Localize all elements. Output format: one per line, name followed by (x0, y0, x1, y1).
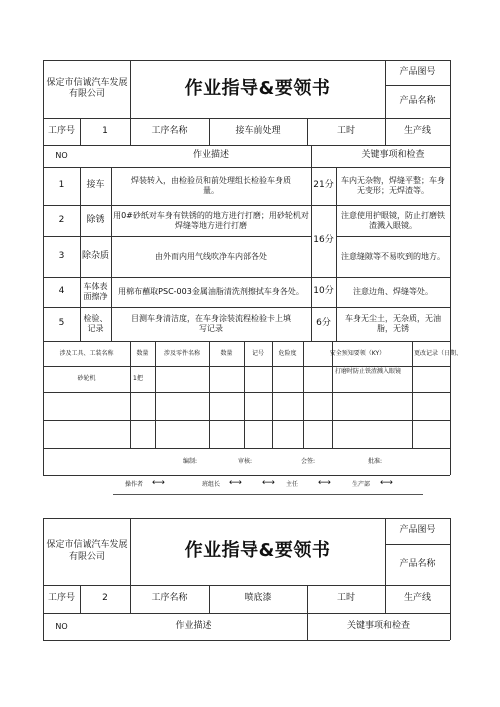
flow-team-leader: 班组长 (201, 481, 220, 489)
step-key: 注意使用护眼镜，防止打磨铁渣溅入眼镜。 (341, 210, 445, 230)
change-record-header: 更改记录（日期、 (414, 349, 463, 357)
process-no-label: 工序号 (47, 593, 75, 604)
step-time: 6分 (316, 318, 331, 329)
draft-label: 编制: (182, 457, 198, 465)
company-name: 保定市信诚汽车发展有限公司 (46, 540, 128, 562)
step-key: 注意缝隙等不易吹到的地方。 (341, 251, 445, 261)
line-label: 生产线 (403, 593, 431, 604)
col-key-header: 关键事项和检查 (346, 620, 410, 631)
col-key-header: 关键事项和检查 (361, 150, 425, 161)
flow-arrow-icon: ⟷ (318, 478, 331, 488)
process-name-label: 工序名称 (151, 593, 188, 604)
step-key: 车内无杂物，焊缝平整；车身无变形；无焊渣等。 (341, 176, 445, 195)
step-no: 2 (58, 214, 65, 225)
tool-name: 砂轮机 (77, 375, 96, 383)
document-title: 作业指导&要领书 (184, 540, 331, 562)
work-hours-label: 工时 (336, 125, 355, 136)
step-name: 车体表面擦净 (83, 282, 108, 301)
step-desc: 目测车身清洁度，在车身涂装流程检验卡上填写记录 (131, 314, 291, 333)
document-title: 作业指导&要领书 (184, 77, 331, 99)
step-time: 10分 (313, 286, 334, 297)
process-no: 2 (102, 593, 108, 604)
step-name: 检验、记录 (83, 314, 108, 333)
product-name-label: 产品名称 (399, 95, 436, 106)
parts-qty-header: 数量 (220, 349, 233, 357)
review-label: 审核: (237, 457, 253, 465)
step-key: 车身无尘土，无杂质，无油脂，无锈 (345, 314, 441, 333)
work-hours-label: 工时 (336, 593, 355, 604)
product-name-label: 产品名称 (399, 558, 436, 569)
flow-operator: 操作者 (124, 481, 143, 489)
process-name-label: 工序名称 (151, 125, 188, 136)
line-label: 生产线 (403, 125, 431, 136)
process-name: 喷底漆 (244, 593, 272, 604)
flow-supervisor: 主任 (285, 481, 298, 489)
step-no: 4 (58, 286, 65, 297)
step-name: 除锈 (86, 214, 105, 225)
process-name: 接车前处理 (235, 125, 281, 136)
col-desc-header: 作业描述 (175, 620, 212, 631)
product-no-label: 产品图号 (399, 66, 436, 77)
step-desc: 由外而内用气线吹净车内部各处 (155, 251, 267, 261)
step-no: 1 (58, 180, 65, 191)
flow-arrow-icon: ⟷ (229, 478, 242, 488)
process-no-label: 工序号 (47, 125, 75, 136)
mark-header: 记号 (251, 349, 264, 357)
step-name: 除杂质 (81, 250, 109, 261)
flow-arrow-icon: ⟷ (380, 478, 393, 488)
step-no: 5 (58, 318, 65, 329)
step-desc: 焊装转入，由检验员和前处理组长检验车身质量。 (131, 176, 291, 195)
col-no-header: NO (55, 151, 68, 160)
col-no-header: NO (55, 621, 68, 631)
flow-arrow-icon: ⟷ (152, 478, 165, 488)
tools-qty-header: 数量 (136, 349, 149, 357)
flow-arrow-icon: ⟷ (262, 478, 275, 488)
step-name: 接车 (86, 180, 105, 191)
step-desc: 用0#砂纸对车身有铁锈的的地方进行打磨；用砂轮机对焊缝等地方进行打磨 (113, 210, 309, 230)
company-name: 保定市信诚汽车发展有限公司 (46, 77, 128, 99)
danger-header: 危险度 (278, 349, 297, 357)
step-key: 注意边角、焊缝等处。 (353, 287, 433, 296)
col-desc-header: 作业描述 (192, 150, 229, 161)
parts-header: 涉及零件名称 (163, 349, 200, 357)
approve-label: 批准: (367, 457, 383, 465)
safety-header: 安全预知要领（KY） (329, 349, 386, 357)
countersign-label: 会签: (300, 457, 316, 465)
step-no: 3 (58, 250, 65, 261)
product-no-label: 产品图号 (399, 525, 436, 536)
process-no: 1 (102, 125, 108, 136)
step-time: 21分 (313, 180, 334, 191)
tool-qty: 1把 (133, 375, 143, 383)
tools-header: 涉及工具、工装名称 (59, 349, 114, 357)
flow-production-dept: 生产部 (351, 481, 370, 489)
step-time: 16分 (313, 235, 334, 246)
step-desc: 用棉布蘸取PSC-003金属油脂清洗剂擦拭车身各处。 (118, 287, 304, 296)
safety-note: 打磨时防止铁渣溅入眼镜 (335, 368, 402, 375)
